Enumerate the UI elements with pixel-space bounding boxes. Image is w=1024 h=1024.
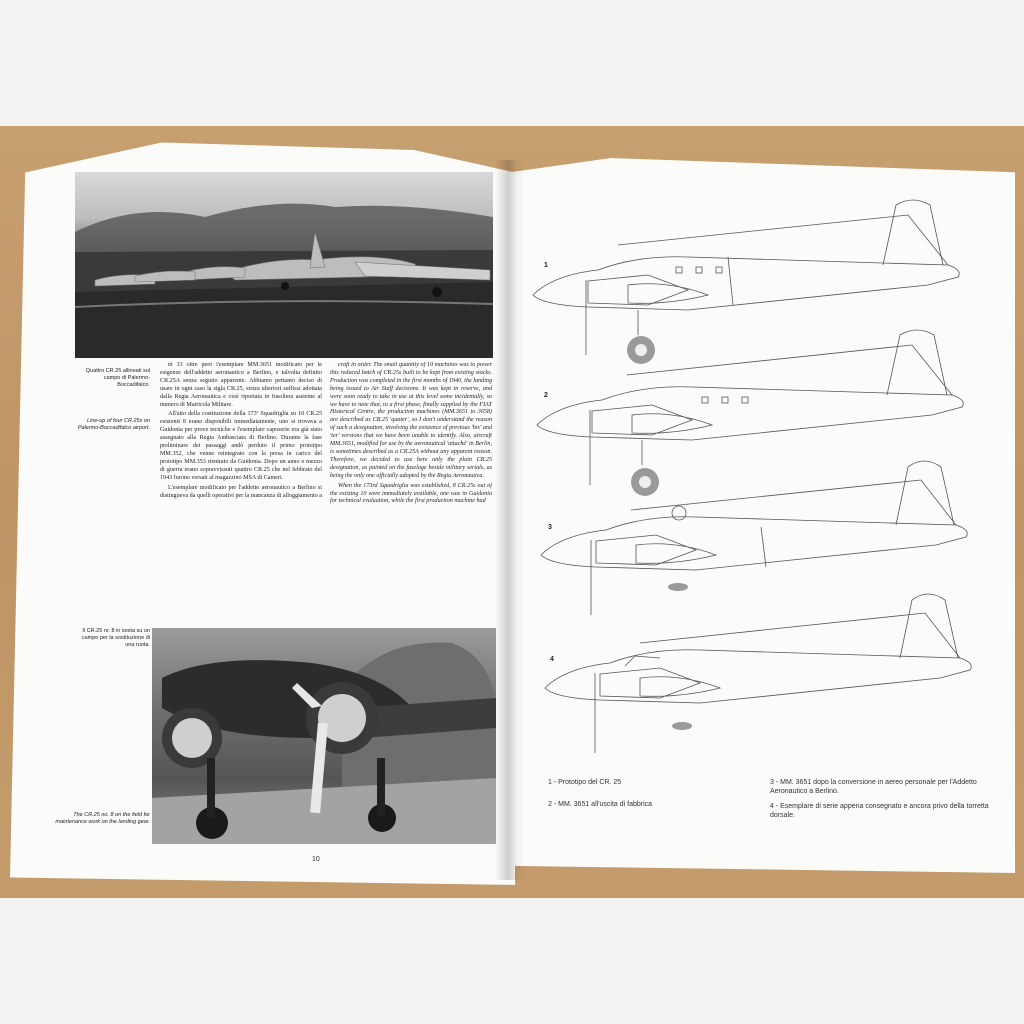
paragraph: craft in order. The small quantity of 10 machines was to power this reduced batch of CR.25s built to be kept from existing stocks. Production was completed in the first months of 1940, the landing being issued to Air Staff decisions. It was kept in reserve, and were soon ready to take in use at this level some incidentally, so we have to note that, to a first phase, finally supplied by the FIAT Historical Centre, the production machines (MM.3651 to 3658) are described as CR.25 'quater', so I don't understand the reason of such a designation, involving the existence of previous 'bis' and 'ter' versions that we have been unable to identify. Also, aircraft MM.3651, modified for use by the aeronautical 'attaché' in Berlin, is sometimes described as a CR.25A without any apparent reason. Therefore, we decided to use here only the plain CR.25 designation, as painted on the fuselage beside military serials, as being the only one officially adopted by the Regia Aeronautica. [330, 362, 492, 479]
page-number: 10 [312, 856, 320, 863]
paragraph: L'esemplare modificato per l'addetto aeronautico a Berlino si distingueva da quelli operativi per la mancanza di alloggiamento a [160, 484, 322, 499]
legend-item-2: 2 - MM. 3651 all'uscita di fabbrica [548, 801, 653, 808]
text-column-italian [160, 362, 322, 624]
profile-number-3: 3 [548, 524, 552, 531]
paragraph: When the 173rd Squadriglia was established, 8 CR.25s out of the existing 10 were immediately available, one was in Guidonia for technical evaluation, while the first production machine had [330, 482, 492, 505]
caption-photo2-english: The CR.25 no. 8 on the field for maintenance work on the landing gear. [55, 812, 150, 825]
photo-aircraft-lineup [75, 172, 493, 358]
profile-number-4: 4 [550, 656, 554, 663]
paragraph: All'atto della costituzione della 173ª Squadriglia su 10 CR.25 esistenti 8 erano disponibili immediatamente, uno si trovava a Guidonia per prove tecniche e l'esemplare caposerie era già stato assegnato alla Regia Ambasciata di Berlino. Durante la fase preliminare dei passaggi andò perduto il primo prototipo MM.352, che venne reintegrato con la presa in carico del prototipo MM.353 rientrato da Guidonia. Dopo un anno e mezzo di guerra erano sopravvissuti quattro CR.25 che nel febbraio del 1943 furono versati al magazzino MSA di Cameri. [160, 411, 322, 481]
caption-photo2-italian: Il CR.25 nr. 8 in sosta su un campo per la sostituzione di una ruota. [81, 628, 150, 648]
caption-photo1-italian: Quattro CR.25 allineati sul campo di Palermo-Boccadifalco. [85, 368, 150, 388]
photo-aircraft-closeup [152, 628, 496, 844]
profile-number-2: 2 [544, 392, 548, 399]
profile-number-1: 1 [544, 262, 548, 269]
legend-item-3: 3 - MM. 3651 dopo la conversione in aereo personale per l'Addetto Aeronautico a Berlino. [770, 779, 977, 795]
legend-item-4: 4 - Esemplare di serie appena consegnato e ancora privo della torretta dorsale. [770, 803, 989, 819]
caption-photo1-english: Line-up of four CR.25s on Palermo-Boccadifalco airport. [77, 418, 150, 431]
paragraph: ni 33 oltre però l'esemplare MM.3651 modificato per le esigenze dell'addetto aeronautico a Berlino, e talvolta definito CR.25A senza seguito apparente. Abbiamo pertanto deciso di usare in ogni caso la sigla CR.25, senza ulteriori suffissi adottata dalla Regia Aeronautica e cioè riportata in fusoliera assieme al numero di Matricola Militare. [160, 362, 322, 408]
legend-item-1: 1 - Prototipo del CR. 25 [548, 779, 622, 786]
book-gutter-shadow [495, 160, 525, 880]
aircraft-profile-4 [540, 588, 980, 758]
background-bottom [0, 898, 1024, 1024]
text-column-english [330, 362, 492, 624]
